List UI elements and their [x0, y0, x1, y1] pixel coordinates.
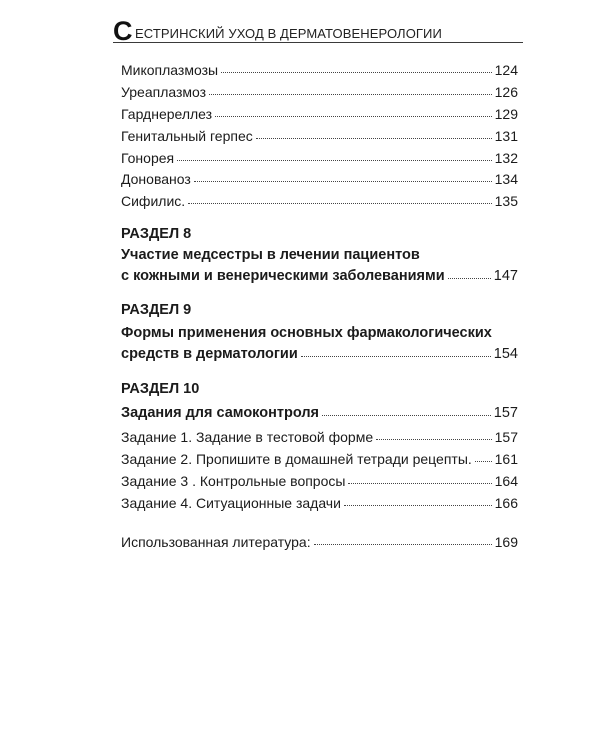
section-8-heading: РАЗДЕЛ 8	[121, 226, 192, 242]
section-8-title-line1[interactable]: Участие медсестры в лечении пациентов	[121, 247, 420, 263]
section-8-title-line2[interactable]: с кожными и венерическими заболеваниями 147	[121, 268, 518, 284]
toc-entry[interactable]: Задания для самоконтроля 157	[121, 405, 518, 421]
leader-dots	[322, 415, 491, 416]
leader-dots	[188, 203, 491, 204]
section-9-heading: РАЗДЕЛ 9	[121, 302, 192, 318]
toc-entry-literature[interactable]: Использованная литература: 169	[121, 534, 518, 550]
leader-dots	[348, 483, 491, 484]
leader-dots	[475, 461, 492, 462]
leader-dots	[221, 72, 492, 73]
leader-dots	[177, 160, 492, 161]
toc-entry[interactable]: Микоплазмозы 124	[121, 62, 518, 78]
leader-dots	[194, 181, 492, 182]
leader-dots	[215, 116, 492, 117]
toc-entry[interactable]: Генитальный герпес 131	[121, 128, 518, 144]
toc-entry[interactable]: Сифилис. 135	[121, 193, 518, 209]
toc-entry[interactable]: Гонорея 132	[121, 150, 518, 166]
toc-entry[interactable]: Задание 3 . Контрольные вопросы 164	[121, 473, 518, 489]
leader-dots	[376, 439, 492, 440]
header-title: ЕСТРИНСКИЙ УХОД В ДЕРМАТОВЕНЕРОЛОГИИ	[135, 26, 442, 41]
toc-entry[interactable]: Гарднереллез 129	[121, 106, 518, 122]
leader-dots	[209, 94, 492, 95]
section-10-heading: РАЗДЕЛ 10	[121, 381, 200, 397]
section-9-title-line1[interactable]: Формы применения основных фармакологических	[121, 325, 492, 341]
section-9-title-line2[interactable]: средств в дерматологии 154	[121, 346, 518, 362]
running-header	[113, 16, 523, 46]
leader-dots	[344, 505, 492, 506]
toc-entry[interactable]: Задание 2. Пропишите в домашней тетради рецепты. 161	[121, 451, 518, 467]
header-initial: С	[113, 16, 133, 46]
leader-dots	[256, 138, 492, 139]
toc-entry[interactable]: Донованоз 134	[121, 171, 518, 187]
toc-entry[interactable]: Задание 4. Ситуационные задачи 166	[121, 495, 518, 511]
leader-dots	[314, 544, 492, 545]
toc-entry[interactable]: Задание 1. Задание в тестовой форме 157	[121, 429, 518, 445]
leader-dots	[448, 278, 491, 279]
toc-entry[interactable]: Уреаплазмоз 126	[121, 84, 518, 100]
leader-dots	[301, 356, 491, 357]
